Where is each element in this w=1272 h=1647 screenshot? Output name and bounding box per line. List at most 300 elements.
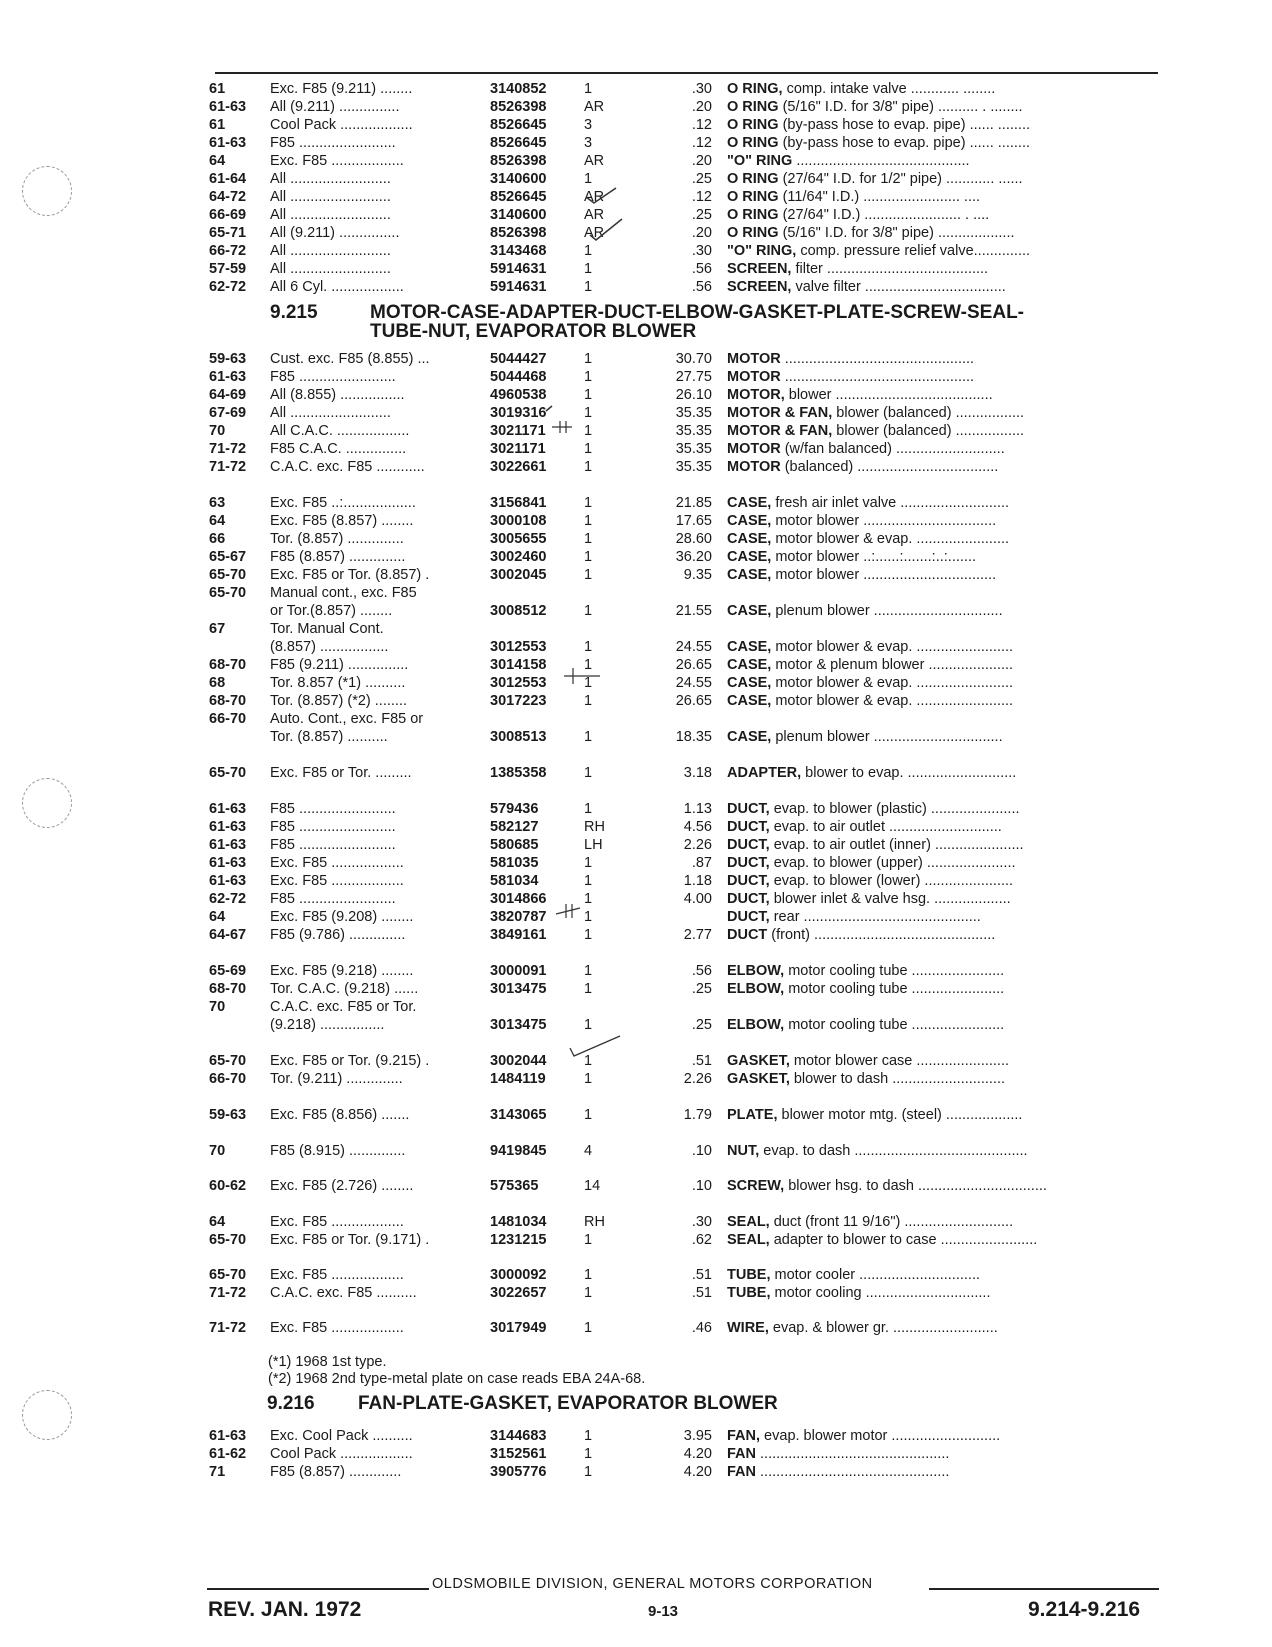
model-years: 71 [209, 1464, 226, 1480]
part-name-keyword: SEAL, [727, 1214, 770, 1230]
footer-publisher: OLDSMOBILE DIVISION, GENERAL MOTORS CORPORATION [432, 1576, 873, 1592]
quantity: 1 [584, 387, 593, 403]
price: 2.26 [683, 837, 712, 853]
part-name-keyword: FAN, [727, 1428, 761, 1444]
price: .20 [691, 99, 712, 115]
price: 35.35 [675, 459, 712, 475]
model-years: 61-63 [209, 855, 247, 871]
price: .46 [691, 1320, 712, 1336]
quantity: RH [584, 1214, 605, 1230]
page-number: 9-13 [648, 1603, 679, 1620]
application: Tor. (8.857) .............. [270, 531, 404, 547]
part-name-detail: motor cooling tube ....................... [784, 1017, 1005, 1033]
price: 36.20 [675, 549, 712, 565]
quantity: 1 [584, 639, 593, 655]
quantity: 1 [584, 1320, 593, 1336]
application: All ......................... [270, 207, 391, 223]
application: Exc. F85 .................. [270, 1214, 404, 1230]
application: C.A.C. exc. F85 ............ [270, 459, 425, 475]
price: 9.35 [683, 567, 712, 583]
model-years: 71-72 [209, 441, 247, 457]
part-name-detail: (27/64" I.D. for 1/2" pipe) ............ ...... [778, 171, 1023, 187]
part-number: 575365 [490, 1178, 539, 1194]
part-name-keyword: O RING [727, 225, 779, 241]
price: 4.20 [683, 1464, 712, 1480]
price: .51 [691, 1267, 712, 1283]
quantity: 1 [584, 531, 593, 547]
part-number: 3820787 [490, 909, 547, 925]
model-years: 67 [209, 621, 226, 637]
quantity: 1 [584, 549, 593, 565]
model-years: 61 [209, 81, 226, 97]
application: Exc. F85 (8.856) ....... [270, 1107, 410, 1123]
model-years: 59-63 [209, 351, 247, 367]
part-name-detail: (11/64" I.D.) ........................ .... [778, 189, 981, 205]
application: All ......................... [270, 243, 391, 259]
quantity: 1 [584, 171, 593, 187]
part-name-detail: blower hsg. to dash ................................ [784, 1178, 1047, 1194]
part-name-detail: blower to evap. ........................... [801, 765, 1017, 781]
model-years: 61-63 [209, 837, 247, 853]
part-name-keyword: CASE, [727, 729, 772, 745]
part-name-keyword: "O" RING, [727, 243, 797, 259]
application: All (9.211) ............... [270, 99, 400, 115]
quantity: 1 [584, 603, 593, 619]
part-name-keyword: O RING, [727, 81, 783, 97]
part-name-keyword: O RING [727, 135, 779, 151]
part-name-keyword: ELBOW, [727, 981, 785, 997]
quantity: 1 [584, 909, 593, 925]
application: All ......................... [270, 189, 391, 205]
price: 3.18 [683, 765, 712, 781]
part-name-detail: comp. intake valve ............ ........ [782, 81, 996, 97]
quantity: 1 [584, 981, 593, 997]
application: All (9.211) ............... [270, 225, 400, 241]
quantity: 1 [584, 495, 593, 511]
quantity: 1 [584, 513, 593, 529]
part-name-detail: motor blower & evap. ........................ [771, 693, 1014, 709]
model-years: 61-63 [209, 801, 247, 817]
part-name-detail: motor blower & evap. ........................ [771, 675, 1014, 691]
quantity: 1 [584, 1267, 593, 1283]
application: Tor. Manual Cont. [270, 621, 384, 637]
model-years: 66-70 [209, 1071, 247, 1087]
price: 2.26 [683, 1071, 712, 1087]
model-years: 64 [209, 1214, 226, 1230]
model-years: 65-69 [209, 963, 247, 979]
part-name-keyword: DUCT, [727, 891, 770, 907]
application: Cool Pack .................. [270, 1446, 413, 1462]
model-years: 61-63 [209, 819, 247, 835]
part-name-keyword: CASE, [727, 513, 772, 529]
part-name-keyword: GASKET, [727, 1053, 790, 1069]
model-years: 70 [209, 423, 226, 439]
price: 4.00 [683, 891, 712, 907]
part-name-keyword: CASE, [727, 603, 772, 619]
application: F85 ........................ [270, 801, 396, 817]
part-name-keyword: O RING [727, 117, 779, 133]
application: F85 ........................ [270, 369, 396, 385]
application: Exc. F85 or Tor. (8.857) . [270, 567, 430, 583]
quantity: 1 [584, 405, 593, 421]
part-number: 3000092 [490, 1267, 547, 1283]
part-number: 3849161 [490, 927, 547, 943]
quantity: 1 [584, 855, 593, 871]
part-number: 3008513 [490, 729, 547, 745]
quantity: 1 [584, 261, 593, 277]
part-name-keyword: FAN [727, 1446, 756, 1462]
part-name-detail: (by-pass hose to evap. pipe) ...... ........ [778, 135, 1031, 151]
quantity: 1 [584, 369, 593, 385]
application: F85 (8.915) .............. [270, 1143, 406, 1159]
application: Cust. exc. F85 (8.855) ... [270, 351, 430, 367]
part-name-detail: motor cooling ............................... [770, 1285, 991, 1301]
part-name-keyword: CASE, [727, 639, 772, 655]
quantity: 14 [584, 1178, 601, 1194]
part-name-keyword: WIRE, [727, 1320, 769, 1336]
part-name-keyword: FAN [727, 1464, 756, 1480]
application: or Tor.(8.857) ........ [270, 603, 393, 619]
part-name-detail: blower (balanced) ................. [832, 423, 1025, 439]
price: 35.35 [675, 441, 712, 457]
part-number: 3144683 [490, 1428, 547, 1444]
part-number: 3152561 [490, 1446, 547, 1462]
part-name-detail: fresh air inlet valve ........................... [771, 495, 1010, 511]
quantity: 1 [584, 765, 593, 781]
price: 3.95 [683, 1428, 712, 1444]
part-name-keyword: CASE, [727, 693, 772, 709]
application: Manual cont., exc. F85 [270, 585, 417, 601]
part-name-detail: evap. to dash ........................................... [759, 1143, 1028, 1159]
application: F85 (9.786) .............. [270, 927, 406, 943]
part-number: 3022657 [490, 1285, 547, 1301]
part-name-detail: motor blower & evap. ........................ [771, 639, 1014, 655]
price: 28.60 [675, 531, 712, 547]
part-name-keyword: CASE, [727, 495, 772, 511]
quantity: 1 [584, 459, 593, 475]
model-years: 65-70 [209, 1267, 247, 1283]
part-name-detail: motor blower & evap. ....................... [771, 531, 1010, 547]
price: .51 [691, 1053, 712, 1069]
quantity: 1 [584, 423, 593, 439]
application: F85 ........................ [270, 135, 396, 151]
part-number: 580685 [490, 837, 539, 853]
model-years: 70 [209, 1143, 226, 1159]
application: F85 ........................ [270, 837, 396, 853]
part-name-keyword: "O" RING [727, 153, 793, 169]
application: (8.857) ................. [270, 639, 389, 655]
price: .12 [691, 135, 712, 151]
part-number: 3002044 [490, 1053, 547, 1069]
part-number: 3008512 [490, 603, 547, 619]
model-years: 66-70 [209, 711, 247, 727]
part-name-keyword: DUCT, [727, 819, 770, 835]
application: Exc. F85 .................. [270, 855, 404, 871]
part-name-detail: motor blower ................................. [771, 567, 997, 583]
price: 17.65 [675, 513, 712, 529]
quantity: 1 [584, 567, 593, 583]
price: .30 [691, 243, 712, 259]
price: .10 [691, 1143, 712, 1159]
price: 26.65 [675, 657, 712, 673]
price: .56 [691, 261, 712, 277]
part-name-detail: blower to dash ............................ [789, 1071, 1006, 1087]
application: Exc. F85 .................. [270, 153, 404, 169]
model-years: 65-67 [209, 549, 247, 565]
price: 2.77 [683, 927, 712, 943]
part-number: 3014158 [490, 657, 547, 673]
part-name-detail: evap. to blower (upper) ...................... [769, 855, 1016, 871]
quantity: 3 [584, 135, 593, 151]
application: Exc. F85 ..:.................. [270, 495, 416, 511]
part-number: 3143468 [490, 243, 547, 259]
price: 27.75 [675, 369, 712, 385]
price: 21.55 [675, 603, 712, 619]
application: All ......................... [270, 261, 391, 277]
part-name-keyword: CASE, [727, 657, 772, 673]
model-years: 65-71 [209, 225, 247, 241]
application: All (8.855) ................ [270, 387, 405, 403]
quantity: LH [584, 837, 603, 853]
part-name-detail: evap. to air outlet ............................ [769, 819, 1002, 835]
application: Auto. Cont., exc. F85 or [270, 711, 424, 727]
application: F85 ........................ [270, 891, 396, 907]
price: 18.35 [675, 729, 712, 745]
part-name-detail: blower (balanced) ................. [832, 405, 1025, 421]
section-title-cont: TUBE-NUT, EVAPORATOR BLOWER [370, 321, 697, 342]
part-name-detail: blower inlet & valve hsg. ................... [769, 891, 1011, 907]
model-years: 64-67 [209, 927, 247, 943]
quantity: RH [584, 819, 605, 835]
quantity: AR [584, 153, 605, 169]
model-years: 64 [209, 513, 226, 529]
quantity: 1 [584, 1446, 593, 1462]
part-number: 3000108 [490, 513, 547, 529]
price: .20 [691, 153, 712, 169]
part-number: 581034 [490, 873, 539, 889]
part-number: 3905776 [490, 1464, 547, 1480]
model-years: 63 [209, 495, 226, 511]
quantity: 1 [584, 891, 593, 907]
application: F85 (8.857) ............. [270, 1464, 402, 1480]
part-name-keyword: MOTOR, [727, 387, 785, 403]
part-name-detail: motor blower ..:......:.......:..:....... [771, 549, 976, 565]
quantity: 1 [584, 1464, 593, 1480]
part-name-keyword: SCREEN, [727, 261, 792, 277]
application: C.A.C. exc. F85 .......... [270, 1285, 417, 1301]
part-name-keyword: ELBOW, [727, 963, 785, 979]
section-number: 9.216 [267, 1393, 315, 1414]
part-number: 582127 [490, 819, 539, 835]
part-number: 9419845 [490, 1143, 547, 1159]
quantity: 1 [584, 279, 593, 295]
part-name-keyword: MOTOR [727, 459, 781, 475]
application: Exc. F85 or Tor. (9.171) . [270, 1232, 430, 1248]
application: All C.A.C. .................. [270, 423, 410, 439]
model-years: 61-63 [209, 135, 247, 151]
part-number: 3012553 [490, 639, 547, 655]
part-number: 3140852 [490, 81, 547, 97]
part-number: 1481034 [490, 1214, 547, 1230]
part-name-detail: rear ............................................ [769, 909, 981, 925]
price: 24.55 [675, 639, 712, 655]
part-name-keyword: ELBOW, [727, 1017, 785, 1033]
quantity: 1 [584, 801, 593, 817]
model-years: 61-64 [209, 171, 247, 187]
part-name-keyword: MOTOR [727, 369, 781, 385]
model-years: 64-69 [209, 387, 247, 403]
model-years: 68-70 [209, 981, 247, 997]
quantity: 1 [584, 693, 593, 709]
quantity: 1 [584, 441, 593, 457]
part-number: 3002045 [490, 567, 547, 583]
application: Exc. F85 .................. [270, 1267, 404, 1283]
part-name-keyword: MOTOR [727, 351, 781, 367]
price: 1.18 [683, 873, 712, 889]
footnote: (*1) 1968 1st type. [268, 1354, 387, 1370]
application: F85 (8.857) .............. [270, 549, 406, 565]
part-name-detail: (27/64" I.D.) ........................ . .... [778, 207, 990, 223]
part-name-detail: evap. & blower gr. .......................... [768, 1320, 998, 1336]
part-name-keyword: DUCT, [727, 855, 770, 871]
application: Cool Pack .................. [270, 117, 413, 133]
application: Tor. (8.857) (*2) ........ [270, 693, 407, 709]
section-title: FAN-PLATE-GASKET, EVAPORATOR BLOWER [358, 1393, 778, 1414]
application: Exc. F85 (8.857) ........ [270, 513, 414, 529]
price: .30 [691, 81, 712, 97]
part-name-keyword: DUCT, [727, 873, 770, 889]
quantity: 1 [584, 873, 593, 889]
part-name-detail: evap. to air outlet (inner) ...................... [769, 837, 1024, 853]
part-name-detail: (balanced) ................................... [780, 459, 999, 475]
part-name-detail: (5/16" I.D. for 3/8" pipe) ................... [778, 225, 1015, 241]
model-years: 68-70 [209, 657, 247, 673]
price: .12 [691, 189, 712, 205]
part-name-detail: motor cooling tube ....................... [784, 963, 1005, 979]
part-number: 3156841 [490, 495, 547, 511]
part-name-keyword: DUCT [727, 927, 768, 943]
part-number: 3000091 [490, 963, 547, 979]
application: Exc. F85 (9.218) ........ [270, 963, 414, 979]
section-title: MOTOR-CASE-ADAPTER-DUCT-ELBOW-GASKET-PLATE-SCREW-SEAL- [370, 302, 1024, 323]
application: All 6 Cyl. .................. [270, 279, 404, 295]
model-years: 68-70 [209, 693, 247, 709]
model-years: 64 [209, 909, 226, 925]
price: .25 [691, 1017, 712, 1033]
price: .30 [691, 1214, 712, 1230]
part-number: 3019316 [490, 405, 547, 421]
model-years: 62-72 [209, 891, 247, 907]
part-name-keyword: MOTOR [727, 441, 781, 457]
part-number: 5044427 [490, 351, 547, 367]
part-number: 4960538 [490, 387, 547, 403]
quantity: 1 [584, 1232, 593, 1248]
part-name-detail: ........................................... [792, 153, 970, 169]
application: All ......................... [270, 171, 391, 187]
model-years: 71-72 [209, 1320, 247, 1336]
application: Exc. F85 .................. [270, 873, 404, 889]
part-name-keyword: MOTOR & FAN, [727, 405, 833, 421]
price: .25 [691, 207, 712, 223]
price: 4.56 [683, 819, 712, 835]
model-years: 65-70 [209, 1053, 247, 1069]
price: .10 [691, 1178, 712, 1194]
part-name-keyword: TUBE, [727, 1285, 771, 1301]
part-number: 3140600 [490, 207, 547, 223]
part-number: 3013475 [490, 1017, 547, 1033]
price: 4.20 [683, 1446, 712, 1462]
application: Tor. (9.211) .............. [270, 1071, 403, 1087]
part-name-keyword: CASE, [727, 549, 772, 565]
model-years: 62-72 [209, 279, 247, 295]
part-number: 3017949 [490, 1320, 547, 1336]
part-name-detail: motor cooling tube ....................... [784, 981, 1005, 997]
model-years: 64-72 [209, 189, 247, 205]
part-number: 3013475 [490, 981, 547, 997]
part-name-detail: blower ....................................... [784, 387, 993, 403]
part-name-keyword: SEAL, [727, 1232, 770, 1248]
part-number: 3143065 [490, 1107, 547, 1123]
model-years: 61-63 [209, 873, 247, 889]
quantity: 1 [584, 81, 593, 97]
part-name-keyword: PLATE, [727, 1107, 778, 1123]
part-name-detail: motor blower case ....................... [789, 1053, 1010, 1069]
quantity: 1 [584, 1071, 593, 1087]
model-years: 68 [209, 675, 226, 691]
part-name-keyword: MOTOR & FAN, [727, 423, 833, 439]
part-name-detail: duct (front 11 9/16") ........................... [769, 1214, 1014, 1230]
part-number: 3014866 [490, 891, 547, 907]
model-years: 60-62 [209, 1178, 247, 1194]
part-number: 3005655 [490, 531, 547, 547]
part-name-keyword: SCREW, [727, 1178, 785, 1194]
application: F85 (9.211) ............... [270, 657, 409, 673]
part-number: 5044468 [490, 369, 547, 385]
part-number: 1484119 [490, 1071, 546, 1087]
part-name-detail: evap. to blower (plastic) ...................... [769, 801, 1020, 817]
quantity: 1 [584, 963, 593, 979]
price: .56 [691, 279, 712, 295]
model-years: 66-72 [209, 243, 247, 259]
quantity: 1 [584, 1107, 593, 1123]
model-years: 64 [209, 153, 226, 169]
part-number: 8526398 [490, 225, 547, 241]
model-years: 71-72 [209, 1285, 247, 1301]
part-name-detail: motor cooler .............................. [770, 1267, 980, 1283]
application: Exc. F85 .................. [270, 1320, 404, 1336]
part-number: 3021171 [490, 441, 546, 457]
part-name-keyword: O RING [727, 189, 779, 205]
part-number: 3012553 [490, 675, 547, 691]
part-number: 3140600 [490, 171, 547, 187]
part-name-detail: (by-pass hose to evap. pipe) ...... ........ [778, 117, 1031, 133]
application: Exc. Cool Pack .......... [270, 1428, 413, 1444]
part-name-detail: plenum blower ................................ [771, 603, 1003, 619]
part-number: 8526398 [490, 99, 547, 115]
part-name-detail: evap. to blower (lower) ...................... [769, 873, 1014, 889]
part-name-detail: ............................................... [780, 351, 975, 367]
part-name-detail: plenum blower ................................ [771, 729, 1003, 745]
price: 35.35 [675, 423, 712, 439]
part-number: 3021171 [490, 423, 546, 439]
model-years: 65-70 [209, 1232, 247, 1248]
part-number: 8526645 [490, 189, 547, 205]
model-years: 65-70 [209, 765, 247, 781]
application: Tor. C.A.C. (9.218) ...... [270, 981, 419, 997]
section-number: 9.215 [270, 302, 318, 323]
part-name-detail: (w/fan balanced) ........................... [780, 441, 1005, 457]
application: F85 ........................ [270, 819, 396, 835]
